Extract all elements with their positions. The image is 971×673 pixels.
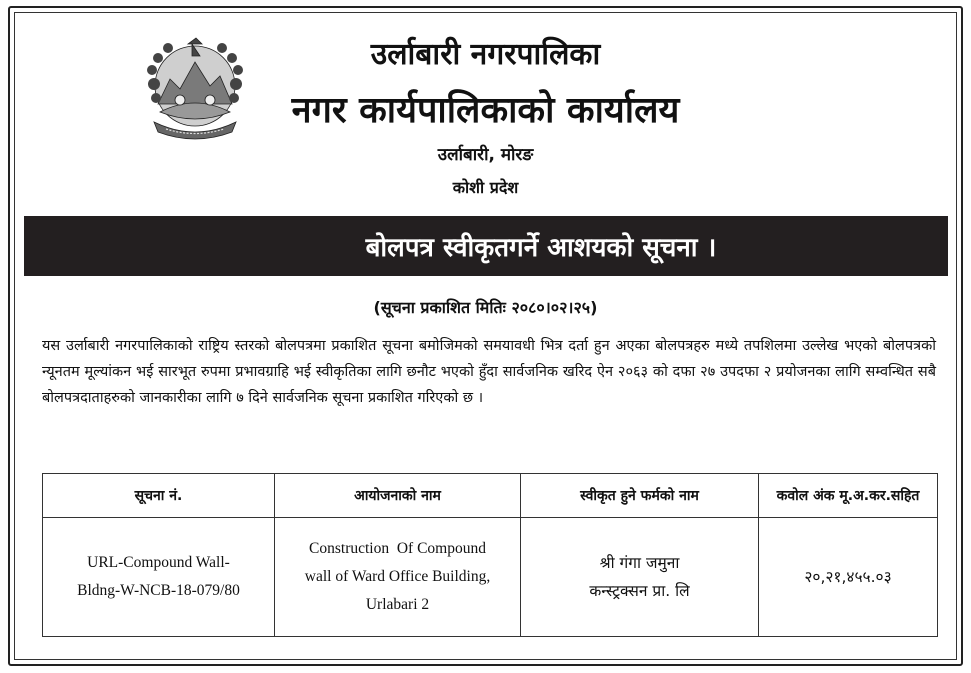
published-date: (सूचना प्रकाशित मितिः २०८०।०२।२५) bbox=[373, 298, 598, 317]
province-name: कोशी प्रदेश bbox=[452, 178, 519, 197]
project-line: Urlabari 2 bbox=[365, 596, 430, 613]
project-line: wall of Ward Office Building, bbox=[304, 568, 491, 585]
notice-body: यस उर्लाबारी नगरपालिकाको राष्ट्रिय स्तरको बोलपत्रमा प्रकाशित सूचना बमोजिमको समयावधी भित्र दर्ता हुन अएका बोलपत्रहरु मध्ये तपशिलमा उल्लेख भएको बोलपत्रको न्यूनतम मूल्यांकन भई सारभूत रुपमा प्रभावग्राहि भई स्वीकृतिका लागि छनौट भएको हुँदा सार्वजनिक खरिद ऐन २०६३ को दफा २७ उपदफा २ प्रयोजनका लागि सम्वन्धित सबै बोलपत्रदाताहरुको जानकारीका लागि ७ दिने सार्वजनिक सूचना प्रकाशित गरिएको छ । bbox=[42, 338, 936, 406]
office-name: नगर कार्यपालिकाको कार्यालय bbox=[291, 90, 680, 131]
cell-notice-no bbox=[43, 518, 275, 637]
col-header-firm-name: स्वीकृत हुने फर्मको नाम bbox=[521, 474, 759, 518]
cell-bid-amount bbox=[759, 518, 938, 637]
firm-line: श्री गंगा जमुना bbox=[599, 554, 680, 572]
col-header-notice-no: सूचना नं. bbox=[43, 474, 275, 518]
project-line: Construction Of Compound bbox=[309, 540, 486, 557]
col-header-bid-amount: कवोल अंक मू.अ.कर.सहित bbox=[759, 474, 938, 518]
municipality-name: उर्लाबारी नगरपालिका bbox=[370, 37, 601, 72]
notice-no-line: Bldng-W-NCB-18-079/80 bbox=[77, 582, 240, 599]
notice-title-banner bbox=[24, 216, 948, 276]
bid-amount: २०,२१,४५५.०३ bbox=[804, 568, 892, 586]
firm-line: कन्स्ट्रक्सन प्रा. लि bbox=[589, 582, 690, 600]
table-header-row bbox=[43, 474, 938, 518]
office-address: उर्लाबारी, मोरङ bbox=[437, 145, 534, 165]
table-row bbox=[43, 518, 938, 637]
notice-no-line: URL-Compound Wall- bbox=[87, 554, 230, 571]
cell-firm-name bbox=[521, 518, 759, 637]
tender-table bbox=[42, 473, 938, 637]
notice-title: बोलपत्र स्वीकृतगर्ने आशयको सूचना । bbox=[365, 233, 717, 263]
cell-project-name bbox=[275, 518, 521, 637]
col-header-project-name: आयोजनाको नाम bbox=[275, 474, 521, 518]
